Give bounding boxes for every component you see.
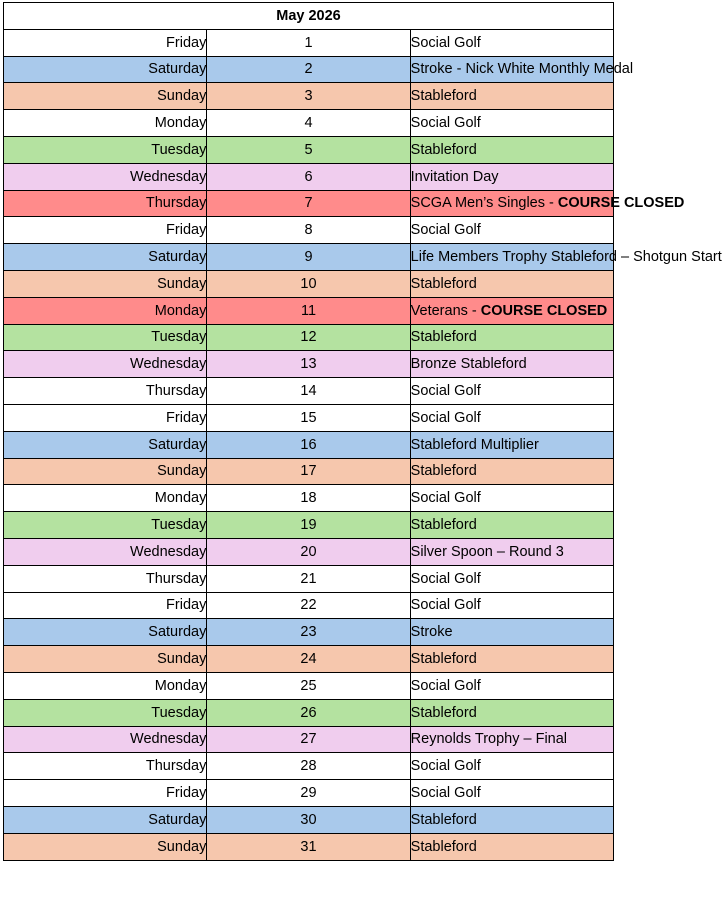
date-cell: 10 <box>207 270 410 297</box>
event-cell <box>410 485 613 512</box>
event-cell <box>410 538 613 565</box>
date-cell: 8 <box>207 217 410 244</box>
event-cell <box>410 672 613 699</box>
date-cell: 28 <box>207 753 410 780</box>
table-row <box>4 592 614 619</box>
date-cell: 27 <box>207 726 410 753</box>
month-title: May 2026 <box>4 3 614 30</box>
event-cell <box>410 83 613 110</box>
event-text: Invitation Day <box>410 168 499 185</box>
event-cell <box>410 351 613 378</box>
event-cell <box>410 458 613 485</box>
date-cell: 29 <box>207 780 410 807</box>
day-name-cell: Sunday <box>4 83 207 110</box>
date-cell: 24 <box>207 646 410 673</box>
day-name-cell: Wednesday <box>4 726 207 753</box>
event-text: Social Golf <box>410 570 481 587</box>
date-cell: 25 <box>207 672 410 699</box>
event-text: Social Golf <box>410 785 481 801</box>
date-cell: 16 <box>207 431 410 458</box>
table-row <box>4 136 614 163</box>
day-name-cell: Sunday <box>4 833 207 860</box>
event-text: Reynolds Trophy – Final <box>410 731 568 748</box>
event-cell <box>410 404 613 431</box>
event-text: Stroke - Nick White Monthly Medal <box>410 61 634 78</box>
day-name-cell: Tuesday <box>4 512 207 539</box>
event-text: Stableford <box>410 704 477 721</box>
date-cell: 2 <box>207 56 410 83</box>
table-row <box>4 217 614 244</box>
day-name-cell: Monday <box>4 297 207 324</box>
day-name-cell: Thursday <box>4 565 207 592</box>
date-cell: 14 <box>207 378 410 405</box>
day-name-cell: Saturday <box>4 431 207 458</box>
event-text: Stableford <box>410 141 477 158</box>
day-name-cell: Saturday <box>4 56 207 83</box>
event-text: Social Golf <box>410 597 481 614</box>
table-row <box>4 378 614 405</box>
day-name-cell: Friday <box>4 29 207 56</box>
event-cell <box>410 136 613 163</box>
table-row <box>4 297 614 324</box>
event-cell <box>410 833 613 860</box>
event-text: Stableford <box>410 517 477 534</box>
day-name-cell: Tuesday <box>4 324 207 351</box>
day-name-cell: Sunday <box>4 646 207 673</box>
day-name-cell: Monday <box>4 485 207 512</box>
table-row <box>4 83 614 110</box>
day-name-cell: Saturday <box>4 806 207 833</box>
date-cell: 6 <box>207 163 410 190</box>
event-cell <box>410 56 634 83</box>
schedule-body <box>4 29 722 860</box>
date-cell: 20 <box>207 538 410 565</box>
event-text: Social Golf <box>410 677 481 694</box>
event-cell <box>410 110 613 137</box>
table-row <box>4 485 614 512</box>
table-row <box>4 458 614 485</box>
event-text: Bronze Stableford <box>410 356 527 373</box>
date-cell: 12 <box>207 324 410 351</box>
event-text: Social Golf <box>410 115 481 132</box>
date-cell: 18 <box>207 485 410 512</box>
event-notice: COURSE CLOSED <box>557 195 685 212</box>
event-cell <box>410 378 613 405</box>
table-row <box>4 833 614 860</box>
event-text: Social Golf <box>410 758 481 775</box>
event-text: Stableford Multiplier <box>410 436 539 453</box>
day-name-cell: Monday <box>4 672 207 699</box>
event-text: SCGA Men’s Singles - <box>410 195 558 212</box>
event-text: Stableford <box>410 329 477 346</box>
date-cell: 4 <box>207 110 410 137</box>
table-row <box>4 780 614 807</box>
event-cell <box>410 780 613 807</box>
table-row <box>4 404 614 431</box>
event-text: Stroke <box>410 624 453 641</box>
table-row <box>4 270 614 297</box>
table-row <box>4 431 614 458</box>
table-row <box>4 324 614 351</box>
event-text: Stableford <box>410 463 477 480</box>
event-text: Stableford <box>410 88 477 105</box>
date-cell: 19 <box>207 512 410 539</box>
day-name-cell: Wednesday <box>4 351 207 378</box>
day-name-cell: Thursday <box>4 753 207 780</box>
event-cell <box>410 431 613 458</box>
table-row <box>4 244 614 271</box>
table-row <box>4 672 614 699</box>
date-cell: 31 <box>207 833 410 860</box>
event-cell <box>410 753 613 780</box>
table-row <box>4 110 614 137</box>
date-cell: 5 <box>207 136 410 163</box>
event-cell <box>410 29 613 56</box>
event-text: Stableford <box>410 811 477 828</box>
table-row <box>4 753 614 780</box>
day-name-cell: Tuesday <box>4 136 207 163</box>
event-cell <box>410 297 613 324</box>
day-name-cell: Saturday <box>4 244 207 271</box>
event-cell <box>410 512 613 539</box>
date-cell: 13 <box>207 351 410 378</box>
event-cell <box>410 726 613 753</box>
event-text: Silver Spoon – Round 3 <box>410 543 564 560</box>
event-text: Social Golf <box>410 409 481 426</box>
event-cell <box>410 163 613 190</box>
date-cell: 15 <box>207 404 410 431</box>
event-text: Social Golf <box>410 34 481 51</box>
date-cell: 7 <box>207 190 410 217</box>
date-cell: 23 <box>207 619 410 646</box>
event-text: Social Golf <box>410 383 481 400</box>
event-notice: COURSE CLOSED <box>480 302 608 319</box>
table-row <box>4 726 614 753</box>
day-name-cell: Wednesday <box>4 538 207 565</box>
event-cell <box>410 270 613 297</box>
event-cell <box>410 699 613 726</box>
date-cell: 17 <box>207 458 410 485</box>
event-cell <box>410 619 613 646</box>
event-cell <box>410 244 722 271</box>
table-row <box>4 29 614 56</box>
date-cell: 26 <box>207 699 410 726</box>
table-row <box>4 646 614 673</box>
table-row <box>4 163 614 190</box>
day-name-cell: Friday <box>4 780 207 807</box>
day-name-cell: Thursday <box>4 190 207 217</box>
event-text: Social Golf <box>410 490 481 507</box>
table-row <box>4 699 614 726</box>
day-name-cell: Tuesday <box>4 699 207 726</box>
event-cell <box>410 592 613 619</box>
table-row <box>4 351 614 378</box>
table-row <box>4 538 614 565</box>
event-cell <box>410 190 685 217</box>
schedule-table <box>3 2 722 861</box>
table-row <box>4 565 614 592</box>
event-cell <box>410 324 613 351</box>
title-row <box>4 3 614 30</box>
event-cell <box>410 565 613 592</box>
table-row <box>4 190 614 217</box>
date-cell: 11 <box>207 297 410 324</box>
event-text: Stableford <box>410 651 477 668</box>
table-row <box>4 512 614 539</box>
day-name-cell: Friday <box>4 217 207 244</box>
table-row <box>4 619 614 646</box>
day-name-cell: Monday <box>4 110 207 137</box>
date-cell: 30 <box>207 806 410 833</box>
day-name-cell: Saturday <box>4 619 207 646</box>
event-text: Life Members Trophy Stableford – Shotgun Start <box>410 249 722 266</box>
event-cell <box>410 217 613 244</box>
event-text: Stableford <box>410 838 477 855</box>
event-text: Social Golf <box>410 222 481 239</box>
date-cell: 1 <box>207 29 410 56</box>
date-cell: 21 <box>207 565 410 592</box>
day-name-cell: Sunday <box>4 458 207 485</box>
day-name-cell: Friday <box>4 592 207 619</box>
date-cell: 9 <box>207 244 410 271</box>
day-name-cell: Wednesday <box>4 163 207 190</box>
day-name-cell: Sunday <box>4 270 207 297</box>
event-cell <box>410 646 613 673</box>
table-row <box>4 56 614 83</box>
day-name-cell: Thursday <box>4 378 207 405</box>
date-cell: 3 <box>207 83 410 110</box>
date-cell: 22 <box>207 592 410 619</box>
event-text: Veterans - <box>410 302 481 319</box>
event-cell <box>410 806 613 833</box>
event-text: Stableford <box>410 275 477 292</box>
day-name-cell: Friday <box>4 404 207 431</box>
table-row <box>4 806 614 833</box>
